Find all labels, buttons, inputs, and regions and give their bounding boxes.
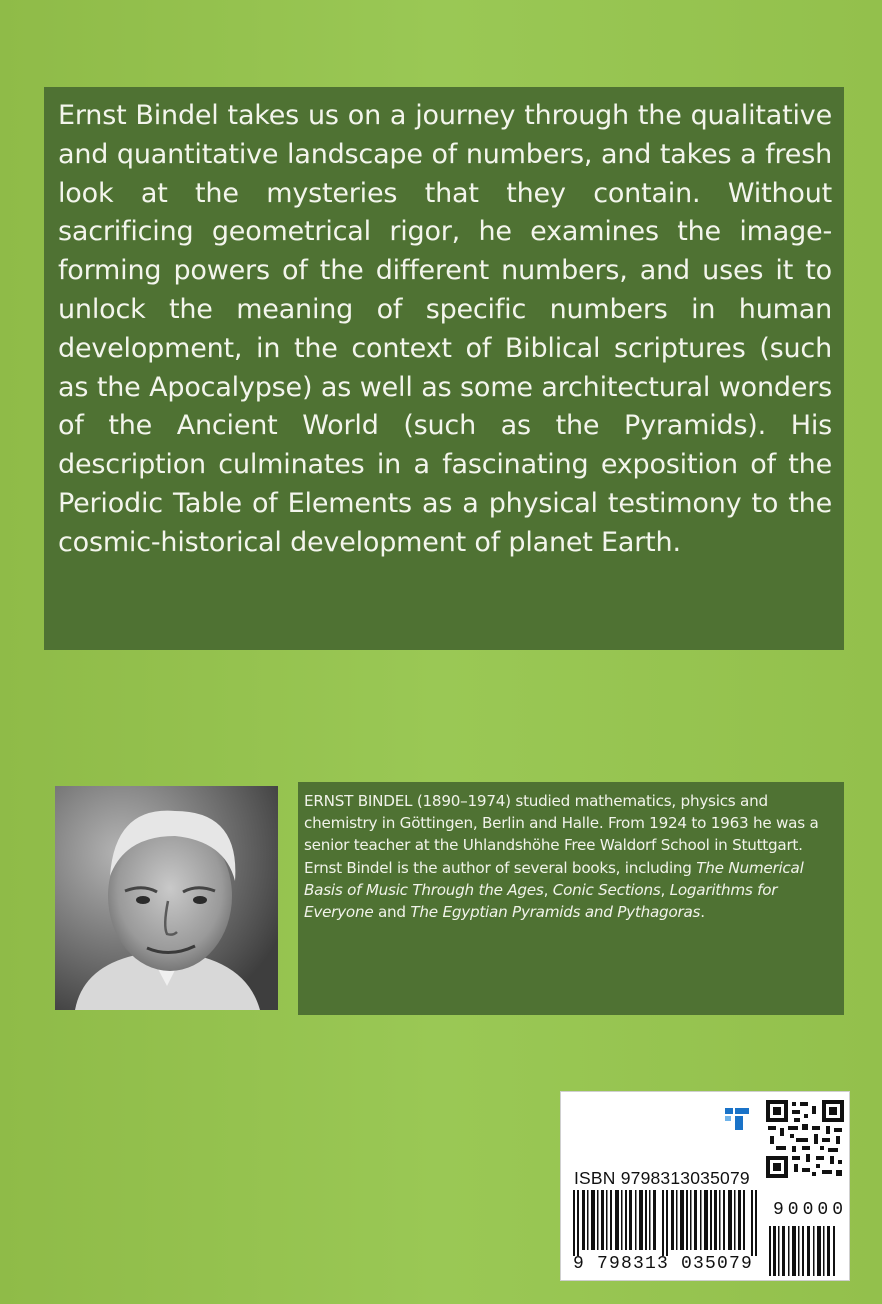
blurb-panel	[44, 87, 844, 650]
separator: .	[700, 903, 705, 922]
isbn-label: ISBN 9798313035079	[574, 1168, 750, 1188]
publisher-logo-icon	[723, 1104, 753, 1134]
author-bio-text	[304, 790, 834, 923]
separator: ,	[543, 880, 553, 899]
ean-barcode	[573, 1190, 763, 1256]
blurb-text: Ernst Bindel takes us on a journey through the qualitative and quantitative landscape of numbers, and takes a fresh look at the mysteries that they contain. Without sacrificing geometrical rigor, he examines the image-forming powers of the different numbers, and uses it to unlock the meaning of specific numbers in human development, in the context of Biblical scriptures (such as the Apocalypse) as well as some architectural wonders of the Ancient World (such as the Pyramids). His description culminates in a fascinating exposition of the Periodic Table of Elements as a physical testimony to the cosmic-historical development of planet Earth.	[58, 100, 832, 558]
author-bio-panel	[298, 782, 844, 1015]
addon-digits: 90000	[773, 1200, 848, 1220]
addon-barcode	[769, 1226, 839, 1276]
book-title: Conic Sections	[552, 880, 661, 899]
author-photo	[55, 786, 278, 1010]
book-title: The Egyptian Pyramids and Pythagoras	[410, 903, 701, 922]
qr-code-icon	[766, 1100, 844, 1178]
barcode-box	[560, 1091, 850, 1281]
separator: ,	[660, 880, 670, 899]
separator: and	[373, 903, 411, 922]
portrait-photo	[55, 786, 278, 1010]
book-title: Logarithms for Everyone	[304, 880, 778, 922]
bio-intro: ERNST BINDEL (1890–1974) studied mathematics, physics and chemistry in Göttingen, Berlin and Halle. From 1924 to 1963 he was a senior teacher at the Uhlandshöhe Free Waldorf School in Stuttgart. Ernst Bindel is the author of several books, including	[304, 792, 819, 877]
barcode-digits: 9 798313 035079	[573, 1254, 754, 1274]
book-title: The Numerical Basis of Music Through the Ages	[304, 858, 804, 899]
